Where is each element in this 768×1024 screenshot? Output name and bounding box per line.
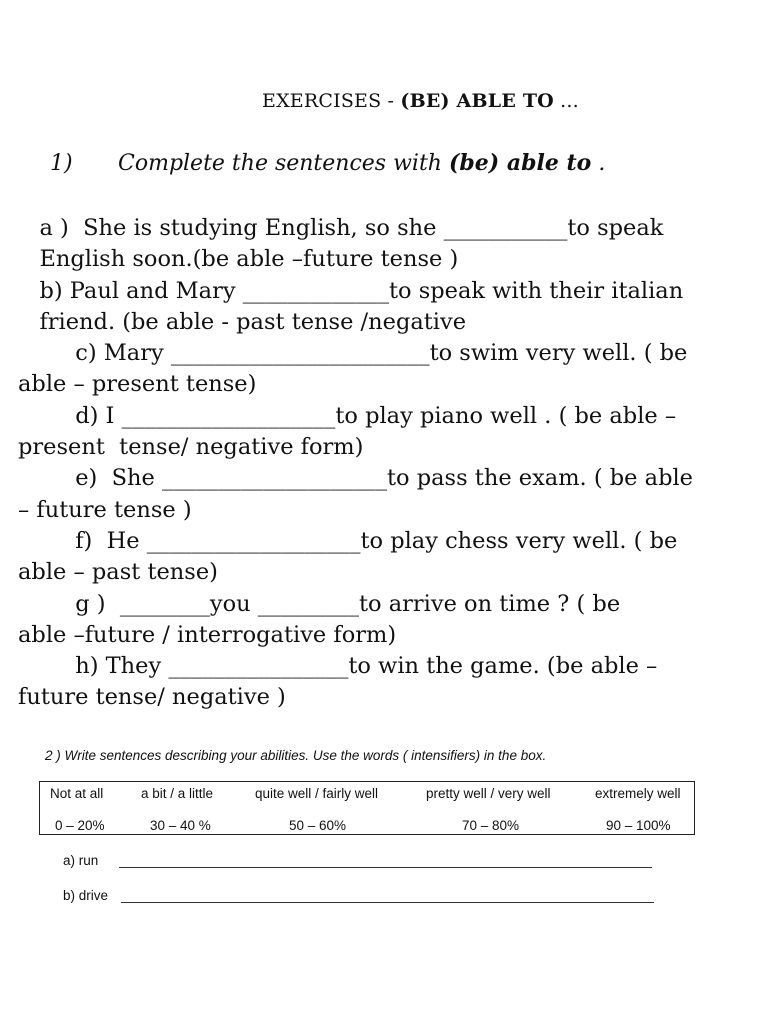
intensifier-range: 90 – 100% bbox=[606, 818, 671, 833]
title-prefix: EXERCISES - bbox=[262, 90, 401, 112]
exercise-1-heading bbox=[50, 150, 605, 176]
intensifier-range: 30 – 40 % bbox=[150, 818, 211, 833]
answer-drive bbox=[63, 888, 108, 903]
sentence-line: h) They ________________to win the game. (be able – bbox=[18, 653, 658, 680]
sentence-line: present tense/ negative form) bbox=[18, 434, 364, 461]
sentence-line: d) I ___________________to play piano well . ( be able – bbox=[18, 402, 677, 429]
title-suffix: ... bbox=[553, 90, 579, 112]
sentence-line: able – present tense) bbox=[18, 371, 257, 398]
sentence-line: friend. (be able - past tense /negative bbox=[18, 308, 467, 335]
answer-blank-line[interactable] bbox=[119, 867, 652, 868]
intensifier-range: 70 – 80% bbox=[462, 818, 520, 833]
intensifier-range: 50 – 60% bbox=[289, 818, 347, 833]
intensifier-label: extremely well bbox=[595, 786, 681, 801]
exercise-2-heading: 2 ) Write sentences describing your abilities. Use the words ( intensifiers) in the box. bbox=[45, 748, 547, 763]
answer-label: a) run bbox=[63, 853, 99, 868]
exercise-1-instruction: Complete the sentences with bbox=[118, 151, 449, 176]
sentence-line: e) She ____________________to pass the exam. ( be able bbox=[18, 465, 693, 492]
sentence-line: English soon.(be able –future tense ) bbox=[18, 246, 459, 273]
exercise-1-suffix: . bbox=[591, 151, 606, 176]
intensifiers-box bbox=[39, 781, 695, 835]
sentence-line: able –future / interrogative form) bbox=[18, 621, 397, 648]
intensifier-label: quite well / fairly well bbox=[255, 786, 379, 801]
intensifier-label: a bit / a little bbox=[141, 786, 214, 801]
sentence-line: f) He ___________________to play chess very well. ( be bbox=[18, 527, 678, 554]
sentence-line: – future tense ) bbox=[18, 496, 192, 523]
sentence-line: a ) She is studying English, so she ___________to speak bbox=[18, 215, 664, 241]
sentence-line: g ) ________you _________to arrive on time ? ( be bbox=[18, 590, 621, 617]
intensifier-range: 0 – 20% bbox=[55, 818, 105, 833]
title-bold: (BE) ABLE TO bbox=[400, 90, 554, 112]
sentence-line: c) Mary _______________________to swim very well. ( be bbox=[18, 340, 688, 367]
answer-blank-line[interactable] bbox=[121, 902, 654, 903]
answer-run bbox=[63, 853, 98, 868]
exercise-1-keyword: (be) able to bbox=[448, 150, 592, 176]
sentence-line: b) Paul and Mary _____________to speak with their italian bbox=[18, 277, 684, 304]
intensifier-label: Not at all bbox=[50, 786, 104, 801]
page-title bbox=[262, 90, 579, 112]
sentence-line: able – past tense) bbox=[18, 559, 218, 586]
exercise-1-number: 1) bbox=[50, 151, 73, 176]
intensifier-label: pretty well / very well bbox=[426, 786, 551, 801]
exercise-1-sentences bbox=[18, 213, 746, 714]
sentence-line: future tense/ negative ) bbox=[18, 684, 286, 711]
answer-label: b) drive bbox=[63, 888, 109, 903]
